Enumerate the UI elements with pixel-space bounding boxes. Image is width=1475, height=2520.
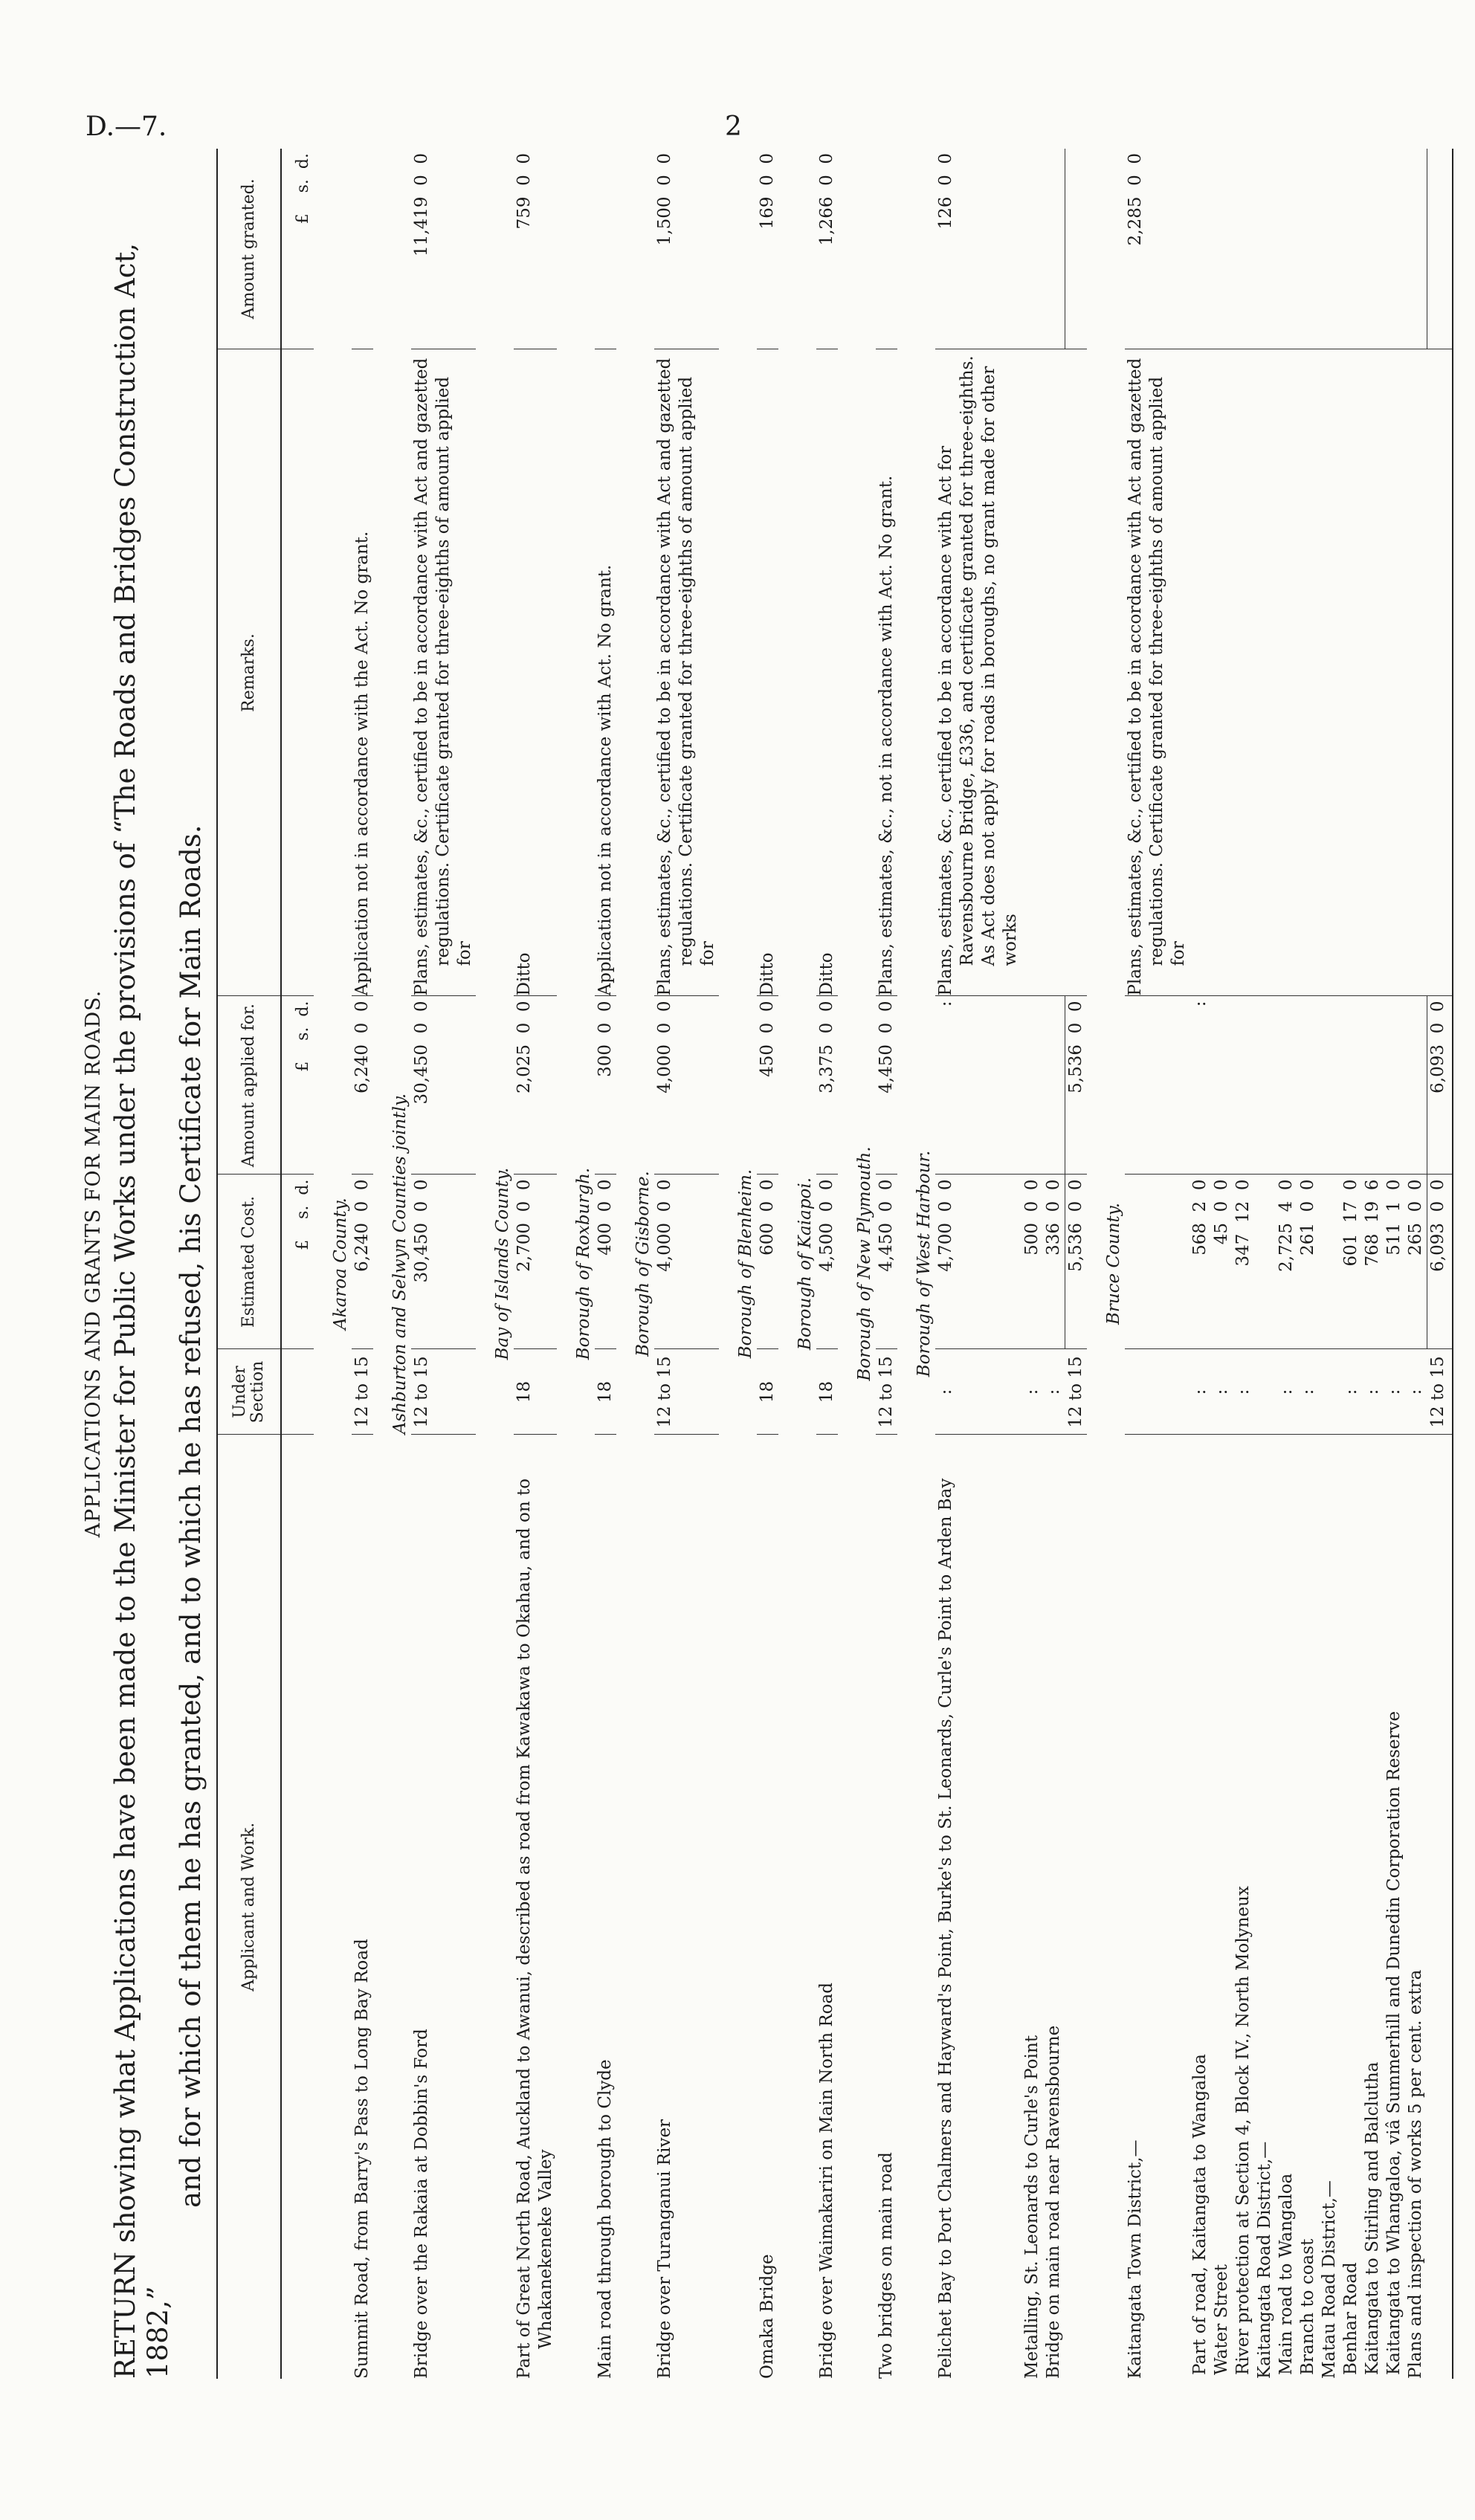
- cell-amount-applied: 300 0 0: [595, 996, 616, 1175]
- cell-amount-granted: [1340, 149, 1362, 349]
- units-applied: £ s. d.: [281, 996, 314, 1175]
- group-heading-row: [616, 149, 654, 2379]
- cell-applicant-work: Water Street: [1212, 2264, 1231, 2375]
- cell-amount-applied: 6,093 0 0: [1427, 996, 1453, 1175]
- group-heading: Borough of West Harbour.: [914, 1150, 934, 1377]
- table-row: [1254, 149, 1276, 2379]
- cell-remarks: Ditto: [514, 349, 557, 996]
- cell-estimated-cost: 601 17 0: [1340, 1175, 1362, 1349]
- cell-amount-applied: [1405, 996, 1427, 1175]
- cell-estimated-cost: 6,240 0 0: [352, 1175, 373, 1349]
- cell-remarks: [1211, 349, 1233, 996]
- cell-section: 12 to 15: [411, 1349, 476, 1435]
- group-heading-row: [719, 149, 757, 2379]
- cell-section: :: [1043, 1349, 1065, 1435]
- cell-estimated-cost: 265 0 0: [1405, 1175, 1427, 1349]
- table-row: [1233, 149, 1254, 2379]
- cell-remarks: [1384, 349, 1405, 996]
- table-row: [816, 149, 838, 2379]
- cell-amount-granted: 126 0 0: [935, 149, 1021, 349]
- cell-amount-applied: 4,000 0 0: [654, 996, 719, 1175]
- cell-estimated-cost: 511 1 0: [1384, 1175, 1405, 1349]
- group-heading-row: [476, 149, 514, 2379]
- cell-estimated-cost: 336 0 0: [1043, 1175, 1065, 1349]
- cell-estimated-cost: 4,700 0 0: [935, 1175, 1021, 1349]
- cell-applicant-work: [1065, 1435, 1088, 2379]
- table-row: [1319, 149, 1340, 2379]
- cell-applicant-work: Benhar Road: [1341, 2262, 1361, 2375]
- cell-remarks: [1362, 349, 1384, 996]
- cell-estimated-cost: 2,700 0 0: [514, 1175, 557, 1349]
- table-row: [1362, 149, 1384, 2379]
- cell-amount-applied: [1319, 996, 1340, 1175]
- col-estimated: Estimated Cost.: [217, 1175, 281, 1349]
- cell-remarks: Plans, estimates, &c., certified to be in accordance with Act for Ravensbourne Bridge, £336, and certificate granted for three-eighths. As Act does not apply for roads in boroughs, no grant made for other works: [935, 349, 1021, 996]
- table-row: [1125, 149, 1190, 2379]
- cell-amount-granted: [1384, 149, 1405, 349]
- cell-amount-applied: 5,536 0 0: [1065, 996, 1088, 1175]
- cell-remarks: [1233, 349, 1254, 996]
- cell-applicant-work: Bridge over Waimakariri on Main North Road: [817, 1983, 836, 2379]
- cell-section: 18: [514, 1349, 557, 1435]
- cell-amount-granted: [595, 149, 616, 349]
- cell-applicant-work: River protection at Section 4, Block IV., North Molyneux: [1233, 1886, 1253, 2375]
- cell-amount-granted: 2,285 0 0: [1125, 149, 1190, 349]
- return-description: [109, 149, 207, 2379]
- cell-estimated-cost: 4,000 0 0: [654, 1175, 719, 1349]
- group-heading-row: [557, 149, 595, 2379]
- units-estimated: £ s. d.: [281, 1175, 314, 1349]
- cell-estimated-cost: [1319, 1175, 1340, 1349]
- cell-remarks: [1065, 349, 1088, 996]
- cell-remarks: [1276, 349, 1297, 996]
- applications-table: [216, 149, 1453, 2379]
- table-heading: APPLICATIONS AND GRANTS FOR MAIN ROADS.: [82, 989, 105, 1538]
- cell-estimated-cost: [1125, 1175, 1190, 1349]
- table-row: [514, 149, 557, 2379]
- cell-remarks: [1405, 349, 1427, 996]
- cell-remarks: Application not in accordance with Act. No grant.: [595, 349, 616, 996]
- group-heading: Borough of Gisborne.: [633, 1171, 653, 1357]
- cell-estimated-cost: 30,450 0 0: [411, 1175, 476, 1349]
- cell-amount-granted: [1297, 149, 1319, 349]
- group-heading: Bay of Islands County.: [493, 1167, 512, 1360]
- cell-remarks: [1254, 349, 1276, 996]
- cell-amount-granted: 759 0 0: [514, 149, 557, 349]
- cell-applicant-work: Part of Great North Road, Auckland to Awanui, described as road from Kawakawa to Okahau, and on to Whakanekeneke Valley: [514, 1478, 555, 2379]
- cell-section: :: [1340, 1349, 1362, 1435]
- cell-applicant-work: Bridge over the Rakaia at Dobbin's Ford: [412, 2029, 431, 2379]
- cell-amount-granted: [1405, 149, 1427, 349]
- group-heading: Borough of Kaiapoi.: [795, 1177, 815, 1351]
- return-description-line-2: and for which of them he has granted, and to which he has refused, his Certificate for Main Roads.: [175, 824, 207, 2208]
- cell-applicant-work: Kaitangata to Stirling and Balclutha: [1363, 2061, 1382, 2375]
- cell-amount-applied: [1125, 996, 1190, 1175]
- units-granted: £ s. d.: [281, 149, 314, 349]
- cell-section: 18: [757, 1349, 778, 1435]
- group-heading-row: [778, 149, 816, 2379]
- cell-remarks: [1340, 349, 1362, 996]
- cell-estimated-cost: 568 2 0: [1190, 1175, 1211, 1349]
- cell-section: :: [1190, 1349, 1211, 1435]
- cell-remarks: [1427, 349, 1453, 996]
- cell-applicant-work: Two bridges on main road: [877, 2152, 896, 2379]
- table-row: [1065, 149, 1088, 2379]
- cell-applicant-work: Main road to Wangaloa: [1276, 2173, 1296, 2375]
- table-row: [757, 149, 778, 2379]
- cell-section: 18: [595, 1349, 616, 1435]
- cell-section: :: [1405, 1349, 1427, 1435]
- cell-remarks: [1190, 349, 1211, 996]
- group-heading-row: [897, 149, 935, 2379]
- col-remarks: Remarks.: [217, 349, 281, 996]
- document-reference: D.—7.: [85, 112, 167, 142]
- cell-section: :: [1233, 1349, 1254, 1435]
- units-row: [281, 149, 314, 2379]
- cell-applicant-work: Metalling, St. Leonards to Curle's Point: [1022, 2035, 1042, 2379]
- cell-amount-applied: [1276, 996, 1297, 1175]
- cell-section: :: [1362, 1349, 1384, 1435]
- cell-amount-applied: 450 0 0: [757, 996, 778, 1175]
- cell-remarks: Plans, estimates, &c., certified to be in accordance with Act and gazetted regulations. Certificate granted for three-eighths of amount applied for: [654, 349, 719, 996]
- group-heading: Borough of Roxburgh.: [574, 1167, 593, 1360]
- return-description-line-1: RETURN showing what Applications have been made to the Minister for Public Works under the provisions of “The Roads and Bridges Construction Act, 1882,”: [109, 242, 174, 2379]
- cell-amount-applied: [1021, 996, 1043, 1175]
- cell-estimated-cost: 2,725 4 0: [1276, 1175, 1297, 1349]
- table-row: [1021, 149, 1043, 2379]
- cell-amount-granted: 11,419 0 0: [411, 149, 476, 349]
- cell-amount-applied: 3,375 0 0: [816, 996, 838, 1175]
- cell-amount-applied: 30,450 0 0: [411, 996, 476, 1175]
- group-heading: Borough of Blenheim.: [736, 1169, 755, 1359]
- cell-section: 12 to 15: [1065, 1349, 1088, 1435]
- table-row: [1297, 149, 1319, 2379]
- cell-applicant-work: Part of road, Kaitangata to Wangaloa: [1190, 2054, 1210, 2375]
- cell-amount-granted: [1427, 149, 1453, 349]
- cell-applicant-work: Kaitangata to Whangaloa, viâ Summerhill and Dunedin Corporation Reserve: [1384, 1710, 1404, 2375]
- cell-section: 18: [816, 1349, 838, 1435]
- cell-section: 12 to 15: [876, 1349, 897, 1435]
- cell-applicant-work: Kaitangata Town District,—: [1126, 2139, 1145, 2379]
- cell-section: 12 to 15: [352, 1349, 373, 1435]
- cell-section: [1254, 1349, 1276, 1435]
- col-applicant: Applicant and Work.: [217, 1435, 281, 2379]
- cell-section: :: [1211, 1349, 1233, 1435]
- cell-remarks: [1297, 349, 1319, 996]
- cell-estimated-cost: 347 12 0: [1233, 1175, 1254, 1349]
- col-applied: Amount applied for.: [217, 996, 281, 1175]
- cell-section: :: [1276, 1349, 1297, 1435]
- cell-applicant-work: Main road through borough to Clyde: [596, 2059, 615, 2379]
- cell-section: [1125, 1349, 1190, 1435]
- cell-estimated-cost: 6,093 0 0: [1427, 1175, 1453, 1349]
- group-heading: Akaroa County.: [331, 1198, 350, 1330]
- table-row: [1340, 149, 1362, 2379]
- cell-amount-granted: [1233, 149, 1254, 349]
- cell-amount-granted: [1211, 149, 1233, 349]
- table-body: [281, 149, 1453, 2379]
- cell-remarks: [1319, 349, 1340, 996]
- rotated-table-page: [82, 149, 1447, 2379]
- cell-remarks: Plans, estimates, &c., not in accordance with Act. No grant.: [876, 349, 897, 996]
- cell-estimated-cost: 5,536 0 0: [1065, 1175, 1088, 1349]
- cell-amount-applied: [1297, 996, 1319, 1175]
- cell-applicant-work: Bridge on main road near Ravensbourne: [1044, 2025, 1063, 2379]
- cell-applicant-work: Branch to coast: [1298, 2238, 1317, 2375]
- cell-amount-applied: [1043, 996, 1065, 1175]
- cell-applicant-work: Omaka Bridge: [758, 2254, 777, 2379]
- cell-remarks: [1043, 349, 1065, 996]
- cell-applicant-work: Summit Road, from Barry's Pass to Long Bay Road: [352, 1939, 372, 2379]
- cell-remarks: Ditto: [757, 349, 778, 996]
- table-row: [1384, 149, 1405, 2379]
- cell-section: :: [1297, 1349, 1319, 1435]
- table-row: [1276, 149, 1297, 2379]
- table-row: [1190, 149, 1211, 2379]
- group-heading-row: [314, 149, 352, 2379]
- cell-amount-granted: 1,500 0 0: [654, 149, 719, 349]
- cell-estimated-cost: 600 0 0: [757, 1175, 778, 1349]
- cell-section: 12 to 15: [1427, 1349, 1453, 1435]
- cell-section: :: [1021, 1349, 1043, 1435]
- table-row: [935, 149, 1021, 2379]
- cell-applicant-work: Plans and inspection of works 5 per cent. extra: [1406, 1969, 1425, 2379]
- cell-remarks: Ditto: [816, 349, 838, 996]
- cell-section: 12 to 15: [654, 1349, 719, 1435]
- cell-amount-applied: [1254, 996, 1276, 1175]
- cell-applicant-work: Pelichet Bay to Port Chalmers and Hayward's Point, Burke's to St. Leonards, Curle's Point to Arden Bay: [936, 1478, 955, 2379]
- cell-remarks: [1021, 349, 1043, 996]
- cell-amount-granted: [1021, 149, 1043, 349]
- cell-estimated-cost: 4,450 0 0: [876, 1175, 897, 1349]
- cell-amount-granted: [1190, 149, 1211, 349]
- cell-amount-applied: 4,450 0 0: [876, 996, 897, 1175]
- cell-amount-granted: [1065, 149, 1088, 349]
- cell-amount-granted: 169 0 0: [757, 149, 778, 349]
- cell-amount-applied: [1340, 996, 1362, 1175]
- col-granted: Amount granted.: [217, 149, 281, 349]
- cell-amount-applied: :: [935, 996, 1021, 1175]
- table-row: [352, 149, 373, 2379]
- table-header-row: [217, 149, 281, 2379]
- cell-estimated-cost: 400 0 0: [595, 1175, 616, 1349]
- cell-amount-applied: [1211, 996, 1233, 1175]
- cell-estimated-cost: [1254, 1175, 1276, 1349]
- group-heading: Borough of New Plymouth.: [855, 1146, 874, 1381]
- cell-amount-granted: [1319, 149, 1340, 349]
- cell-remarks: Application not in accordance with the Act. No grant.: [352, 349, 373, 996]
- cell-amount-granted: [1276, 149, 1297, 349]
- table-row: [1405, 149, 1427, 2379]
- cell-amount-applied: [1362, 996, 1384, 1175]
- cell-applicant-work: Kaitangata Road District,—: [1255, 2141, 1274, 2379]
- cell-amount-granted: [1043, 149, 1065, 349]
- cell-amount-applied: [1233, 996, 1254, 1175]
- cell-estimated-cost: 768 19 6: [1362, 1175, 1384, 1349]
- cell-section: :: [1384, 1349, 1405, 1435]
- group-heading: Bruce County.: [1104, 1202, 1123, 1325]
- table-row: [1043, 149, 1065, 2379]
- cell-amount-granted: [352, 149, 373, 349]
- cell-estimated-cost: 4,500 0 0: [816, 1175, 838, 1349]
- cell-amount-granted: [1254, 149, 1276, 349]
- cell-remarks: Plans, estimates, &c., certified to be in accordance with Act and gazetted regulations. Certificate granted for three-eighths of amount applied for: [1125, 349, 1190, 996]
- group-heading-row: [373, 149, 411, 2379]
- cell-amount-granted: [1362, 149, 1384, 349]
- cell-amount-applied: :: [1190, 996, 1211, 1175]
- cell-amount-applied: 2,025 0 0: [514, 996, 557, 1175]
- cell-applicant-work: Matau Road District,—: [1320, 2180, 1339, 2379]
- cell-applicant-work: Bridge over Turanganui River: [655, 2119, 674, 2379]
- cell-estimated-cost: 500 0 0: [1021, 1175, 1043, 1349]
- table-row: [411, 149, 476, 2379]
- cell-amount-applied: [1384, 996, 1405, 1175]
- table-row: [595, 149, 616, 2379]
- cell-applicant-work: [1427, 1435, 1453, 2379]
- cell-estimated-cost: 45 0 0: [1211, 1175, 1233, 1349]
- cell-remarks: Plans, estimates, &c., certified to be in accordance with Act and gazetted regulations. Certificate granted for three-eighths of amount applied for: [411, 349, 476, 996]
- cell-amount-granted: 1,266 0 0: [816, 149, 838, 349]
- cell-estimated-cost: 261 0 0: [1297, 1175, 1319, 1349]
- cell-amount-granted: [876, 149, 897, 349]
- table-row: [1427, 149, 1453, 2379]
- table-row: [654, 149, 719, 2379]
- group-heading: Ashburton and Selwyn Counties jointly.: [390, 1093, 410, 1435]
- cell-section: :: [935, 1349, 1021, 1435]
- group-heading-row: [838, 149, 876, 2379]
- table-row: [876, 149, 897, 2379]
- table-row: [1211, 149, 1233, 2379]
- col-section: Under Section: [217, 1349, 281, 1435]
- cell-section: [1319, 1349, 1340, 1435]
- cell-amount-applied: 6,240 0 0: [352, 996, 373, 1175]
- group-heading-row: [1087, 149, 1125, 2379]
- page-number: 2: [725, 112, 742, 142]
